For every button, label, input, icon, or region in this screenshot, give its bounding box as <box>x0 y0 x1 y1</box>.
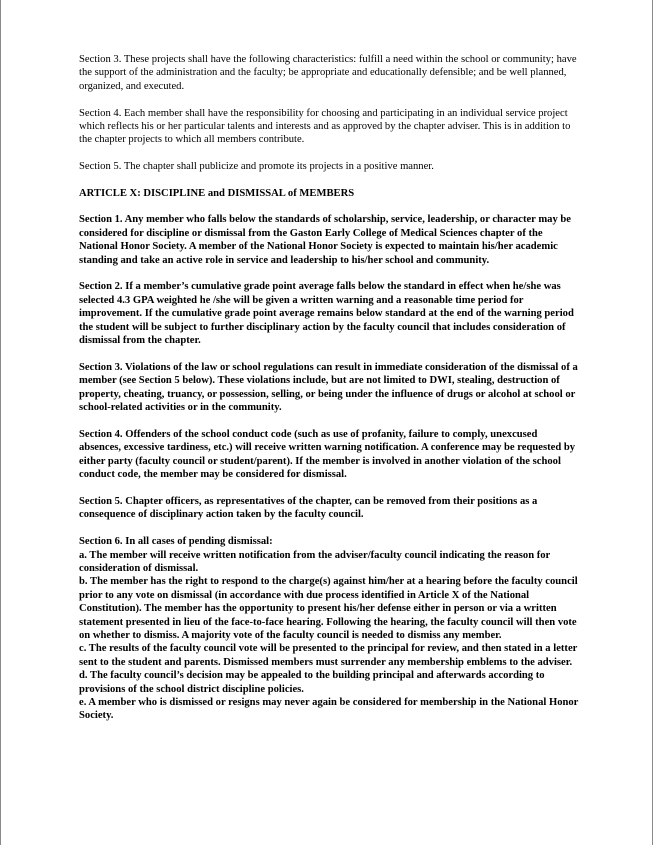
section-6-item-d: d. The faculty council’s decision may be appealed to the building principal and afterwards according to provisions of the school district discipline policies. <box>79 670 545 695</box>
article-x-section-2: Section 2. If a member’s cumulative grade point average falls below the standard in effect when he/she was selected 4.3 GPA weighted he /she will be given a written warning and a reasonable time period for improvement. If the cumulative grade point average remains below standard at the end of the warning period the student will be subject to further disciplinary action by the faculty council that includes consideration of dismissal from the chapter. <box>79 281 574 347</box>
section-3-projects: Section 3. These projects shall have the following characteristics: fulfill a need within the school or community; have the support of the administration and the faculty; be appropriate and educationally defensible; and be well planned, organized, and executed. <box>79 54 577 92</box>
section-6-item-a: a. The member will receive written notification from the adviser/faculty council indicating the reason for consideration of dismissal. <box>79 549 551 574</box>
article-x-section-1: Section 1. Any member who falls below the standards of scholarship, service, leadership, or character may be considered for discipline or dismissal from the Gaston Early College of Medical Sciences chapter of the National Honor Society. A member of the National Honor Society is expected to maintain his/her academic standing and take an active role in service and leadership to his/her school and community. <box>79 214 571 266</box>
section-6-item-e: e. A member who is dismissed or resigns may never again be considered for membership in the National Honor Society. <box>79 696 579 722</box>
article-x-section-5: Section 5. Chapter officers, as representatives of the chapter, can be removed from their positions as a consequence of disciplinary action taken by the faculty council. <box>79 495 538 521</box>
article-x-section-4: Section 4. Offenders of the school conduct code (such as use of profanity, failure to comply, unexcused absences, excessive tardiness, etc.) will receive written warning notification. A conference may be requested by either party (faculty council or student/parent). If the member is involved in another violation of the school conduct code, the member may be considered for dismissal. <box>79 428 576 481</box>
section-5-publicize: Section 5. The chapter shall publicize and promote its projects in a positive manner. <box>79 161 434 173</box>
article-x-section-6 <box>79 535 579 723</box>
section-6-title: Section 6. In all cases of pending dismissal: <box>79 536 273 548</box>
section-6-item-c: c. The results of the faculty council vote will be presented to the principal for review, and then stated in a letter sent to the student and parents. Dismissed members must surrender any membership emblems to the adviser. <box>79 643 578 668</box>
article-x-heading: ARTICLE X: DISCIPLINE and DISMISSAL of MEMBERS <box>79 188 355 200</box>
document-body <box>79 53 579 723</box>
section-4-service: Section 4. Each member shall have the responsibility for choosing and participating in an individual service project which reflects his or her particular talents and interests and as approved by the chapter adviser. This is in addition to the chapter projects to which all members contribute. <box>79 107 571 146</box>
section-6-item-b: b. The member has the right to respond to the charge(s) against him/her at a hearing before the faculty council prior to any vote on dismissal (in accordance with due process identified in Article X of the National Constitution). The member has the opportunity to present his/her defense either in person or via a written statement presented in lieu of the face-to-face hearing. Following the hearing, the faculty council will then vote on whether to dismiss. A majority vote of the faculty council is needed to dismiss any member. <box>79 576 578 641</box>
article-x-section-3: Section 3. Violations of the law or school regulations can result in immediate consideration of the dismissal of a member (see Section 5 below). These violations include, but are not limited to DWI, stealing, destruction of property, cheating, truancy, or possession, selling, or being under the influence of drugs or alcohol at school or school-related activities or in the community. <box>79 361 578 414</box>
